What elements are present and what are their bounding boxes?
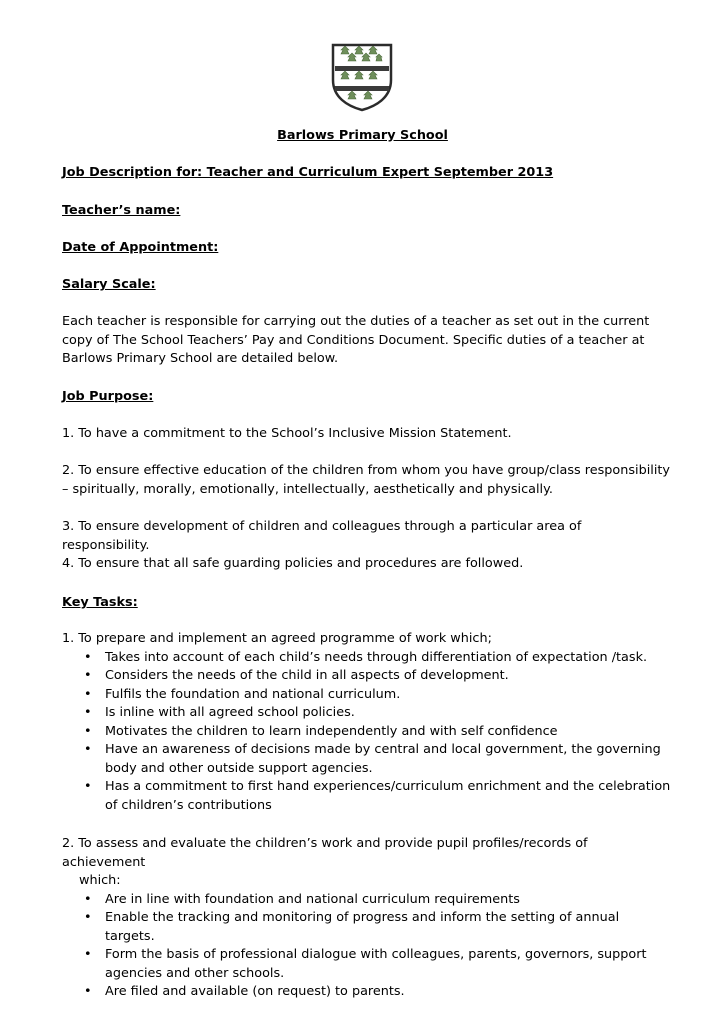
job-purpose-line: 2. To ensure effective education of the children from whom you have group/class responsibility [62, 463, 670, 478]
list-item [62, 741, 672, 778]
list-item-line: • Have an awareness of decisions made by central and local government, the governing [105, 742, 661, 757]
list-item-line: body and other outside support agencies. [105, 760, 373, 776]
intro-line: Each teacher is responsible for carrying out the duties of a teacher as set out in the current [62, 314, 650, 329]
task-1-intro: 1. To prepare and implement an agreed programme of work which; [62, 631, 492, 646]
salary-scale-label: Salary Scale: [62, 277, 156, 292]
task-2-intro-line: which: [79, 873, 121, 888]
intro-paragraph [62, 313, 672, 369]
task-1-bullet-list [62, 649, 672, 816]
job-purpose-item [62, 425, 672, 444]
list-item [62, 946, 672, 983]
intro-line: Barlows Primary School are detailed below. [62, 351, 339, 366]
job-purpose-item [62, 462, 672, 499]
job-purpose-item [62, 518, 672, 555]
list-item-line: • Fulfils the foundation and national curriculum. [105, 686, 401, 702]
list-item [62, 909, 672, 946]
list-item-line: • Considers the needs of the child in all aspects of development. [105, 668, 509, 683]
school-name-heading: Barlows Primary School [277, 128, 448, 143]
list-item-line: of children’s contributions [105, 797, 272, 813]
list-item [62, 778, 672, 815]
job-purpose-line: 4. To ensure that all safe guarding policies and procedures are followed. [62, 556, 524, 571]
list-item-line: agencies and other schools. [105, 965, 285, 981]
list-item [62, 891, 672, 910]
job-purpose-line: 3. To ensure development of children and colleagues through a particular area of responsibility. [62, 519, 582, 553]
list-item [62, 983, 672, 1002]
list-item [62, 686, 672, 705]
teacher-name-label: Teacher’s name: [62, 203, 181, 218]
list-item-line: • Has a commitment to first hand experiences/curriculum enrichment and the celebration [105, 779, 671, 794]
task-2 [62, 835, 672, 1002]
job-description-title: Job Description for: Teacher and Curriculum Expert September 2013 [62, 165, 554, 180]
list-item [62, 667, 672, 686]
list-item-line: • Form the basis of professional dialogue with colleagues, parents, governors, support [105, 947, 647, 962]
task-2-intro-line: 2. To assess and evaluate the children’s work and provide pupil profiles/records of achievement [62, 836, 588, 870]
list-item-line: • Are in line with foundation and national curriculum requirements [105, 891, 520, 907]
school-crest-logo [329, 42, 395, 112]
job-purpose-item [62, 555, 672, 574]
task-1 [62, 630, 672, 815]
job-purpose-line: – spiritually, morally, emotionally, intellectually, aesthetically and physically. [62, 481, 553, 497]
list-item-line: • Are filed and available (on request) to parents. [105, 984, 405, 999]
job-purpose-line: 1. To have a commitment to the School’s Inclusive Mission Statement. [62, 426, 512, 441]
list-item-line: • Motivates the children to learn independently and with self confidence [105, 723, 558, 739]
task-2-bullet-list [62, 891, 672, 1002]
job-purpose-heading: Job Purpose: [62, 389, 154, 404]
list-item [62, 723, 672, 742]
intro-line: copy of The School Teachers’ Pay and Conditions Document. Specific duties of a teacher at [62, 332, 645, 348]
date-of-appointment-label: Date of Appointment: [62, 240, 219, 255]
list-item-line: • Enable the tracking and monitoring of progress and inform the setting of annual targets. [105, 910, 620, 944]
list-item-line: • Is inline with all agreed school policies. [105, 705, 355, 720]
list-item-line: • Takes into account of each child’s needs through differentiation of expectation /task. [105, 649, 648, 665]
list-item [62, 704, 672, 723]
key-tasks-heading: Key Tasks: [62, 595, 138, 610]
list-item [62, 649, 672, 668]
